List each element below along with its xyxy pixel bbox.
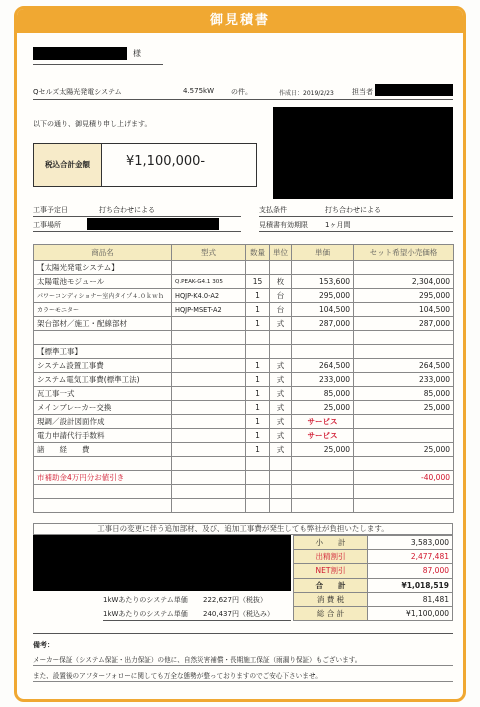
cell-qty [246,261,270,275]
created-date: 作成日：2019/2/23 [279,90,334,97]
cell-name [34,331,172,345]
cell-amount [354,261,454,275]
cell-qty: 15 [246,275,270,289]
cell-name: 市補助金4万円分お値引き [34,471,172,485]
cell-name: 現調／設計図面作成 [34,415,172,429]
cell-name: メインブレーカー交換 [34,401,172,415]
cell-amount: 233,000 [354,373,454,387]
redacted-site [87,218,219,230]
summary-table [293,535,453,621]
cell-name [34,457,172,471]
table-row [34,345,454,359]
cell-amount: 295,000 [354,289,454,303]
cell-unit [270,345,292,359]
table-row [34,261,454,275]
cell-name: 太陽電池モジュール [34,275,172,289]
remarks-rule-2 [33,681,453,682]
site-underline [33,231,241,232]
cell-qty: 1 [246,373,270,387]
cell-unit: 台 [270,303,292,317]
cell-unit: 式 [270,443,292,457]
cell-model [172,317,246,331]
estimate-sheet [14,6,466,702]
remarks-section [33,633,453,694]
cell-model [172,345,246,359]
cell-model [172,415,246,429]
cell-name: システム電気工事費(標準工法) [34,373,172,387]
cell-price: 104,500 [292,303,354,317]
remarks-line-1: メーカー保証（システム保証・出力保証）の他に、自然災害補償・長期施工保証（雨漏り保証）もございます。 [33,656,362,664]
summary-label: NET割引 [294,564,368,578]
cell-amount [354,429,454,443]
start-date-value: 打ち合わせによる [99,206,155,214]
person-label: 担当者 [352,88,373,96]
cell-price: 264,500 [292,359,354,373]
cell-qty: 1 [246,289,270,303]
customer-suffix: 様 [133,49,141,58]
cell-model [172,359,246,373]
summary-label: 総 合 計 [294,606,368,620]
cell-model [172,429,246,443]
cell-name: 【太陽光発電システム】 [34,261,172,275]
cell-name: 電力申請代行手数料 [34,429,172,443]
unit-price-ex-value: 222,627円（税抜） [203,596,267,604]
cell-model [172,331,246,345]
cell-amount [354,331,454,345]
remarks-rule-1 [33,665,453,666]
cell-unit [270,457,292,471]
cell-model [172,471,246,485]
cell-qty: 1 [246,317,270,331]
site-label: 工事場所 [33,221,61,229]
table-row [34,471,454,485]
cell-unit: 式 [270,359,292,373]
change-note: 工事日の変更に伴う追加部材、及び、追加工事費が発生しても弊社が負担いたします。 [33,523,453,535]
cell-amount: 2,304,000 [354,275,454,289]
payment-underline [259,216,453,217]
cell-name: 架台部材／施工・配線部材 [34,317,172,331]
table-row [34,443,454,457]
unit-price-in-label: 1kWあたりのシステム単価 [103,610,188,618]
summary-row [294,564,453,578]
cell-price [292,331,354,345]
cell-price: 153,600 [292,275,354,289]
summary-value: ¥1,100,000 [368,606,453,620]
cell-price: 25,000 [292,401,354,415]
cell-amount: 264,500 [354,359,454,373]
cell-qty [246,457,270,471]
table-row [34,401,454,415]
cell-unit [270,499,292,513]
payment-label: 支払条件 [259,206,287,214]
table-row [34,289,454,303]
header-name: 商品名 [34,245,172,261]
total-amount-box [33,143,257,187]
summary-value: ¥1,018,519 [368,578,453,592]
customer-underline [33,64,163,65]
cell-model [172,457,246,471]
validity-underline [259,231,453,232]
cell-unit: 式 [270,415,292,429]
cell-qty: 1 [246,415,270,429]
header-price: 単価 [292,245,354,261]
table-row [34,457,454,471]
payment-value: 打ち合わせによる [325,206,381,214]
table-row [34,387,454,401]
cell-qty: 1 [246,303,270,317]
table-row [34,331,454,345]
cell-model: Q.PEAK-G4.1 305 [172,275,246,289]
cell-price: サービス [292,429,354,443]
cell-price: 287,000 [292,317,354,331]
subject-capacity: 4.575kW [183,87,215,95]
cell-price [292,345,354,359]
cell-name: 諸 経 費 [34,443,172,457]
unit-price-underline [103,620,291,621]
document-title: 御見積書 [17,9,463,33]
header-model: 型式 [172,245,246,261]
summary-row [294,536,453,550]
cell-name: システム設置工事費 [34,359,172,373]
cell-model [172,443,246,457]
summary-label: 合 計 [294,578,368,592]
cell-price [292,457,354,471]
cell-price [292,261,354,275]
redacted-company-info [273,107,453,199]
cell-amount: 104,500 [354,303,454,317]
cell-qty: 1 [246,443,270,457]
header-unit: 単位 [270,245,292,261]
summary-row [294,592,453,606]
subject-underline [33,99,453,100]
table-row [34,359,454,373]
cell-name [34,485,172,499]
cell-unit [270,471,292,485]
cell-model [172,387,246,401]
cell-amount [354,457,454,471]
summary-value: 81,481 [368,592,453,606]
cell-amount: 25,000 [354,443,454,457]
table-row [34,485,454,499]
cell-unit: 台 [270,289,292,303]
table-row [34,275,454,289]
summary-row [294,606,453,620]
cell-price: 85,000 [292,387,354,401]
cell-name: 瓦工事一式 [34,387,172,401]
cell-qty: 1 [246,401,270,415]
remarks-line-2: また、設置後のアフターフォローに関しても万全な態勢が整っておりますのでご安心下さいませ。 [33,672,322,680]
cell-price: 25,000 [292,443,354,457]
cell-unit: 式 [270,317,292,331]
table-row [34,429,454,443]
cell-name: パワーコンディショナー室内タイプ４.０ｋｗｈ [34,289,172,303]
cell-amount [354,485,454,499]
cell-amount [354,499,454,513]
cell-model [172,401,246,415]
table-row [34,373,454,387]
cell-qty: 1 [246,359,270,373]
cell-qty [246,345,270,359]
cell-unit [270,261,292,275]
total-amount-label: 税込合計金額 [34,144,102,186]
subject-suffix: の件。 [231,88,252,96]
validity-value: 1ヶ月間 [325,221,351,229]
cell-qty [246,499,270,513]
table-row [34,499,454,513]
summary-row [294,578,453,592]
cell-price: サービス [292,415,354,429]
validity-label: 見積書有効期限 [259,221,308,229]
cell-price [292,499,354,513]
summary-row [294,550,453,564]
summary-value: 3,583,000 [368,536,453,550]
summary-label: 消 費 税 [294,592,368,606]
cell-price [292,485,354,499]
cell-unit: 式 [270,429,292,443]
table-row [34,317,454,331]
cell-qty: 1 [246,429,270,443]
cell-amount: 85,000 [354,387,454,401]
cell-model: HQJP-MSET-A2 [172,303,246,317]
table-row [34,303,454,317]
summary-label: 出精割引 [294,550,368,564]
summary-value: 2,477,481 [368,550,453,564]
cell-qty: 1 [246,387,270,401]
cell-amount [354,415,454,429]
cell-unit [270,485,292,499]
cell-amount [354,345,454,359]
cell-amount: 25,000 [354,401,454,415]
cell-unit: 枚 [270,275,292,289]
unit-price-ex-label: 1kWあたりのシステム単価 [103,596,188,604]
unit-price-in-value: 240,437円（税込み） [203,610,274,618]
remarks-title: 備考： [33,641,54,649]
cell-qty [246,331,270,345]
cell-name [34,499,172,513]
summary-value: 87,000 [368,564,453,578]
start-date-label: 工事予定日 [33,206,68,214]
cell-unit: 式 [270,373,292,387]
cell-unit: 式 [270,387,292,401]
header-amount: セット希望小売価格 [354,245,454,261]
cell-price: 233,000 [292,373,354,387]
cell-amount: -40,000 [354,471,454,485]
cell-unit [270,331,292,345]
start-date-underline [33,216,241,217]
subject-product: Qセルズ太陽光発電システム [33,88,122,96]
header-qty: 数量 [246,245,270,261]
cell-model [172,499,246,513]
redacted-summary-note [33,535,291,591]
total-amount-value: ¥1,100,000- [126,154,206,169]
cell-unit: 式 [270,401,292,415]
cell-price [292,471,354,485]
cell-qty [246,485,270,499]
cell-name: 【標準工事】 [34,345,172,359]
intro-text: 以下の通り、御見積り申し上げます。 [33,120,152,128]
items-header-row [34,245,454,261]
items-table [33,244,454,513]
cell-name: カラーモニター [34,303,172,317]
cell-model [172,485,246,499]
summary-label: 小 計 [294,536,368,550]
cell-qty [246,471,270,485]
cell-model: HQJP-K4.0-A2 [172,289,246,303]
cell-price: 295,000 [292,289,354,303]
redacted-customer-name [33,47,127,60]
cell-amount: 287,000 [354,317,454,331]
redacted-person [375,84,453,96]
cell-model [172,261,246,275]
cell-model [172,373,246,387]
table-row [34,415,454,429]
